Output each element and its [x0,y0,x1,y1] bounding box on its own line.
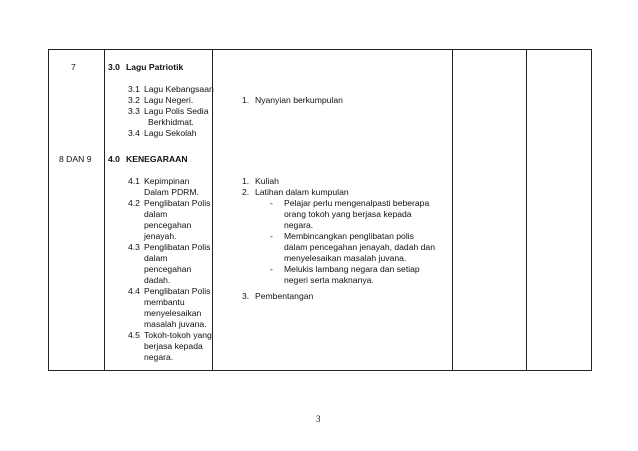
subtopic-text: membantu [144,297,185,307]
week-number: 7 [71,62,76,72]
method-text: orang tokoh yang berjasa kepada [284,209,412,219]
method-number: 2. [242,187,250,197]
subtopic-number: 4.5 [128,330,140,340]
method-text: Pelajar perlu mengenalpasti beberapa [284,198,430,208]
method-text: Melukis lambang negara dan setiap [284,264,420,274]
subtopic-text: jenayah. [144,231,177,241]
topic-title: Lagu Patriotik [126,62,184,72]
column-border [526,49,527,371]
topic-number: 4.0 [108,154,120,164]
column-border [591,49,592,371]
subtopic-text: Lagu Sekolah [144,128,197,138]
subtopic-text: Penglibatan Polis [144,242,211,252]
column-border [104,49,105,371]
method-text: negeri serta maknanya. [284,275,374,285]
method-number: 1. [242,176,250,186]
method-text: menyelesaikan masalah juvana. [284,253,407,263]
subtopic-text: Kepimpinan [144,176,190,186]
table-bottom-border [48,370,592,371]
subtopic-text: dalam [144,253,168,263]
method-text: Membincangkan penglibatan polis [284,231,414,241]
column-border [48,49,49,371]
syllabus-table [48,49,592,371]
subtopic-text: Lagu Kebangsaan [144,84,214,94]
subtopic-number: 3.3 [128,106,140,116]
method-text: dalam pencegahan jenayah, dadah dan [284,242,435,252]
subtopic-number: 3.1 [128,84,140,94]
subtopic-text: Penglibatan Polis [144,286,211,296]
method-text: negara. [284,220,314,230]
column-border [212,49,213,371]
subtopic-number: 3.4 [128,128,140,138]
method-number: 1. [242,95,250,105]
subtopic-text: Lagu Negeri. [144,95,194,105]
subtopic-number: 4.1 [128,176,140,186]
method-bullet: - [270,198,273,208]
subtopic-number: 4.3 [128,242,140,252]
subtopic-text: Lagu Polis Sedia [144,106,209,116]
column-border [452,49,453,371]
topic-title: KENEGARAAN [126,154,188,164]
method-text: Latihan dalam kumpulan [255,187,349,197]
subtopic-text: Dalam PDRM. [144,187,199,197]
method-text: Nyanyian berkumpulan [255,95,343,105]
topic-number: 3.0 [108,62,120,72]
subtopic-text: berjasa kepada [144,341,203,351]
subtopic-text: masalah juvana. [144,319,207,329]
method-bullet: - [270,231,273,241]
week-number: 8 DAN 9 [59,154,92,164]
subtopic-text: pencegahan [144,220,192,230]
subtopic-number: 4.4 [128,286,140,296]
method-text: Pembentangan [255,291,314,301]
table-top-border [48,49,592,50]
subtopic-text: dadah. [144,275,171,285]
method-bullet: - [270,264,273,274]
subtopic-text: menyelesaikan [144,308,202,318]
subtopic-text: negara. [144,352,174,362]
page-number: 3 [316,414,321,424]
method-number: 3. [242,291,250,301]
method-text: Kuliah [255,176,279,186]
subtopic-text: dalam [144,209,168,219]
subtopic-number: 4.2 [128,198,140,208]
subtopic-text: Berkhidmat. [148,117,194,127]
subtopic-text: Penglibatan Polis [144,198,211,208]
subtopic-text: Tokoh-tokoh yang [144,330,212,340]
subtopic-text: pencegahan [144,264,192,274]
subtopic-number: 3.2 [128,95,140,105]
